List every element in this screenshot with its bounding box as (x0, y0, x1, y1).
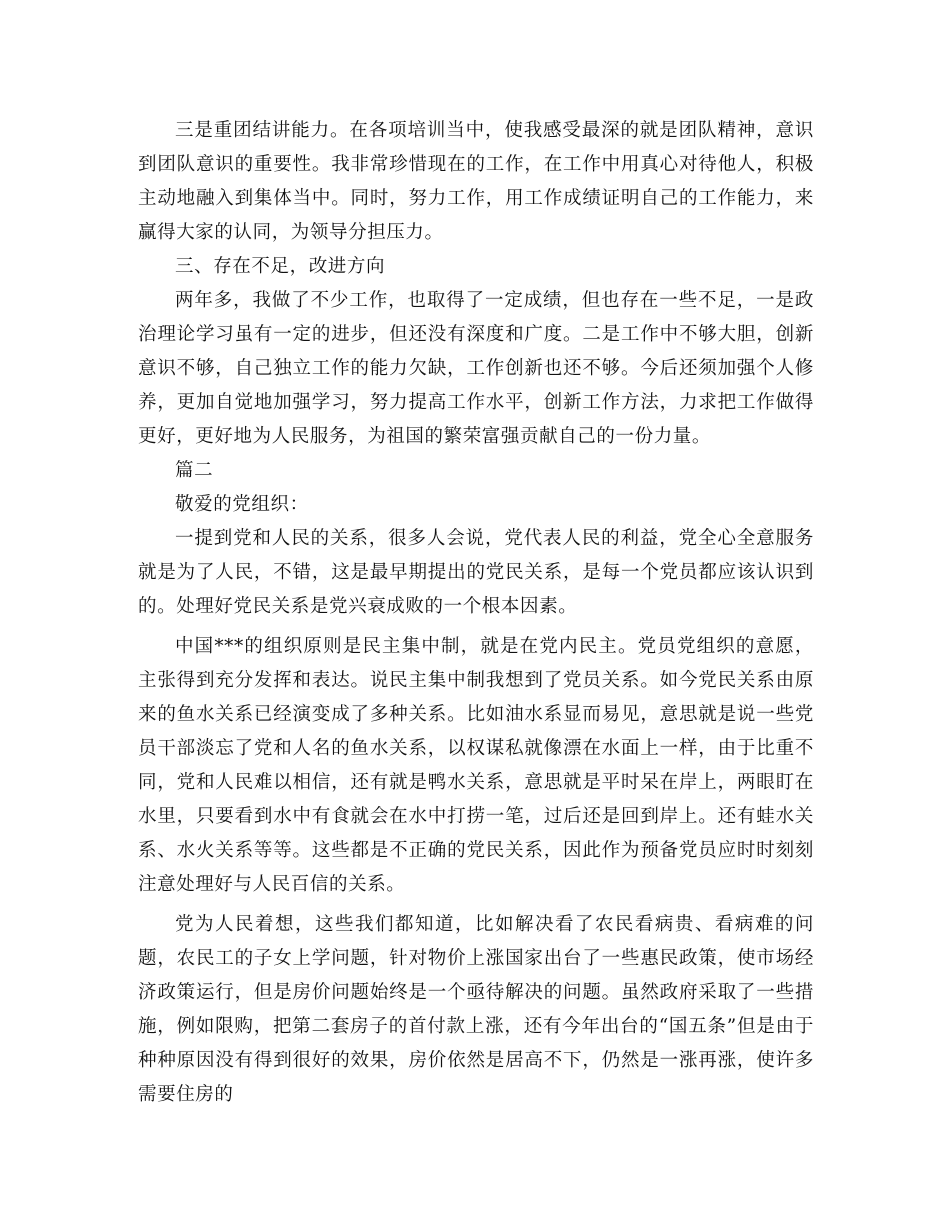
paragraph-shortcomings: 两年多，我做了不少工作，也取得了一定成绩，但也存在一些不足，一是政治理论学习虽有一定的进步，但还没有深度和广度。二是工作中不够大胆，创新意识不够，自己独立工作的能力欠缺，工作创新也还不够。今后还须加强个人修养，更加自觉地加强学习，努力提高工作水平，创新工作方法，力求把工作做得更好，更好地为人民服务，为祖国的繁荣富强贡献自己的一份力量。 (138, 290, 814, 447)
paragraph-democratic-centralism: 中国***的组织原则是民主集中制，就是在党内民主。党员党组织的意愿，主张得到充分发挥和表达。说民主集中制我想到了党员关系。如今党民关系由原来的鱼水关系已经演变成了多种关系。比如油水系显而易见，意思就是说一些党员干部淡忘了党和人名的鱼水关系，以权谋私就像漂在水面上一样，由于比重不同，党和人民难以相信，还有就是鸭水关系，意思就是平时呆在岸上，两眼盯在水里，只要看到水中有食就会在水中打捞一笔，过后还是回到岸上。还有蛙水关系、水火关系等等。这些都是不正确的党民关系，因此作为预备党员应时时刻刻注意处理好与人民百信的关系。 (138, 636, 814, 895)
paragraph-teamwork: 三是重团结讲能力。在各项培训当中，使我感受最深的就是团队精神，意识到团队意识的重要性。我非常珍惜现在的工作，在工作中用真心对待他人，积极主动地融入到集体当中。同时，努力工作，用工作成绩证明自己的工作能力，来赢得大家的认同，为领导分担压力。 (138, 120, 814, 243)
paragraph-people-welfare: 党为人民着想，这些我们都知道，比如解决看了农民看病贵、看病难的问题，农民工的子女上学问题，针对物价上涨国家出台了一些惠民政策，使市场经济政策运行，但是房价问题始终是一个亟待解决的问题。虽然政府采取了一些措施，例如限购，把第二套房子的首付款上涨，还有今年出台的“国五条”但是由于种种原因没有得到很好的效果，房价依然是居高不下，仍然是一涨再涨，使许多需要住房的 (138, 914, 814, 1105)
document-page (138, 114, 814, 1112)
section-heading-part-two: 篇二 (175, 460, 214, 481)
section-heading-shortcomings: 三、存在不足，改进方向 (175, 256, 386, 277)
salutation: 敬爱的党组织： (175, 494, 309, 515)
paragraph-party-people-relation: 一提到党和人民的关系，很多人会说，党代表人民的利益，党全心全意服务就是为了人民，不错，这是最早期提出的党民关系，是每一个党员都应该认识到的。处理好党民关系是党兴衰成败的一个根本因素。 (138, 528, 814, 617)
